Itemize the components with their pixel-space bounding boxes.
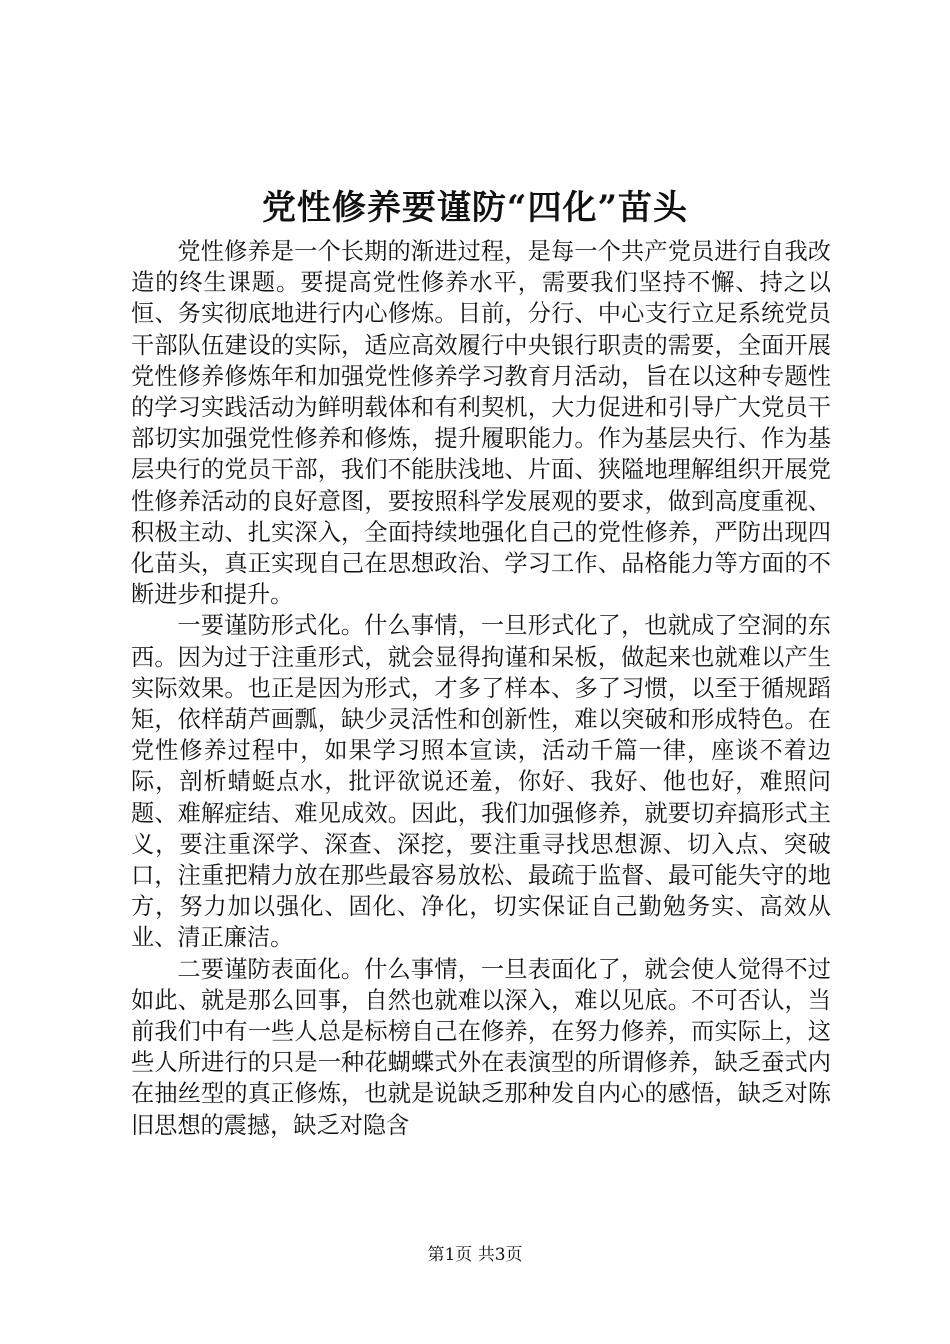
paragraph: 党性修养是一个长期的渐进过程，是每一个共产党员进行自我改造的终生课题。要提高党性修养水平，需要我们坚持不懈、持之以恒、务实彻底地进行内心修炼。目前，分行、中心支行立足系统党员干部队伍建设的实际，适应高效履行中央银行职责的需要，全面开展党性修养修炼年和加强党性修养学习教育月活动，旨在以这种专题性的学习实践活动为鲜明载体和有利契机，大力促进和引导广大党员干部切实加强党性修养和修炼，提升履职能力。作为基层央行、作为基层央行的党员干部，我们不能肤浅地、片面、狭隘地理解组织开展党性修养活动的良好意图，要按照科学发展观的要求，做到高度重视、积极主动、扎实深入，全面持续地强化自己的党性修养，严防出现四化苗头，真正实现自己在思想政治、学习工作、品格能力等方面的不断进步和提升。: [131, 238, 831, 609]
document-title: 党性修养要谨防“四化”苗头: [261, 188, 689, 228]
paragraph: 一要谨防形式化。什么事情，一旦形式化了，也就成了空洞的东西。因为过于注重形式，就会显得拘谨和呆板，做起来也就难以产生实际效果。也正是因为形式，才多了样本、多了习惯，以至于循规蹈矩，依样葫芦画瓢，缺少灵活性和创新性，难以突破和形成特色。在党性修养过程中，如果学习照本宣读，活动千篇一律，座谈不着边际，剖析蜻蜓点水，批评欲说还羞，你好、我好、他也好，难照问题、难解症结、难见成效。因此，我们加强修养，就要切弃搞形式主义，要注重深学、深查、深挖，要注重寻找思想源、切入点、突破口，注重把精力放在那些最容易放松、最疏于监督、最可能失守的地方，努力加以强化、固化、净化，切实保证自己勤勉务实、高效从业、清正廉洁。: [131, 612, 831, 952]
document-body: [131, 236, 831, 1141]
page-footer: 第1页 共3页: [427, 1245, 523, 1265]
paragraph: 二要谨防表面化。什么事情，一旦表面化了，就会使人觉得不过如此、就是那么回事，自然也就难以深入，难以见底。不可否认，当前我们中有一些人总是标榜自己在修养，在努力修养，而实际上，这些人所进行的只是一种花蝴蝶式外在表演型的所谓修养，缺乏蚕式内在抽丝型的真正修炼，也就是说缺乏那种发自内心的感悟，缺乏对陈旧思想的震撼，缺乏对隐含: [131, 955, 831, 1139]
